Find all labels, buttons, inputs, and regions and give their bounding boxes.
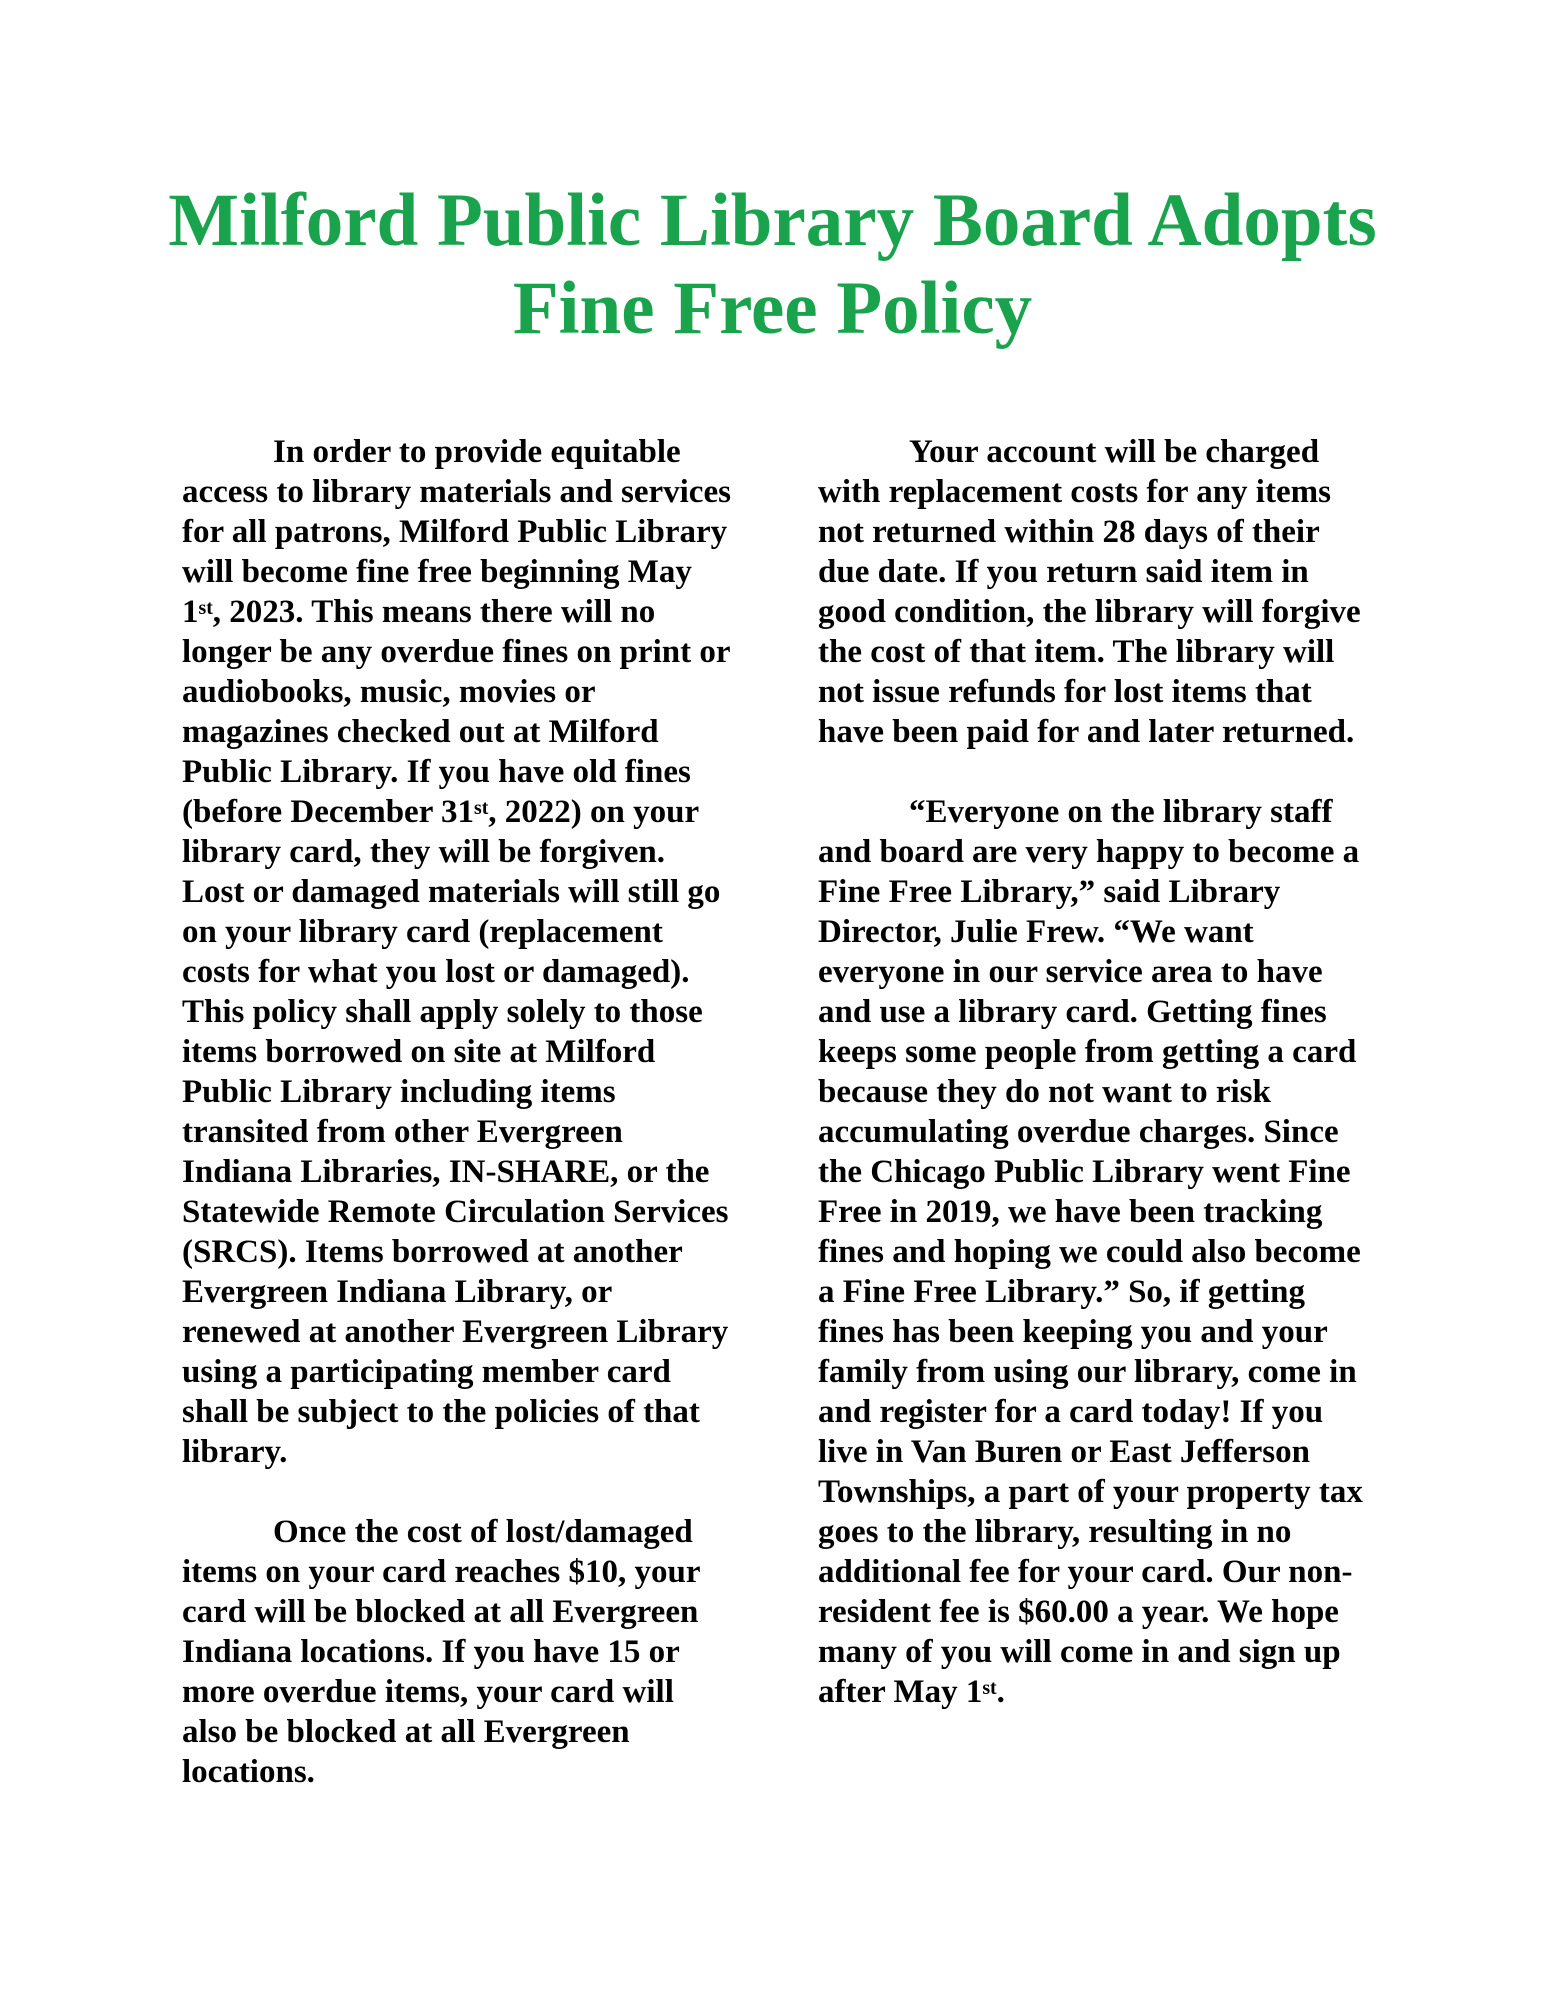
text-run: In order to provide equitable access to library materials and services for all patrons, Milford Public Library will become fine free beginning May 1 — [182, 434, 731, 630]
superscript-ordinal: st — [982, 1676, 997, 1699]
text-run: Once the cost of lost/damaged items on your card reaches $10, your card will be blocked at all Evergreen Indiana locations. If you have 15 or more overdue items, your card will also be blocked at all Evergreen locations. — [182, 1514, 700, 1790]
text-run: . — [996, 1674, 1005, 1710]
text-run: “Everyone on the library staff and board are very happy to become a Fine Free Library,” said Library Director, Julie Frew. “We want everyone in our service area to have and use a library card. Getting fines keeps some people from getting a card because they do not want to risk accumulating overdue charges. Since the Chicago Public Library went Fine Free in 2019, we have been tracking fines and hoping we could also become a Fine Free Library.” So, if getting fines has been keeping you and your family from using our library, come in and register for a card today! If you live in Van Buren or East Jefferson Townships, a part of your property tax goes to the library, resulting in no additional fee for your card. Our non-resident fee is $60.00 a year. We hope many of you will come in and sign up after May 1 — [818, 794, 1363, 1710]
text-run: Your account will be charged with replacement costs for any items not returned within 28 days of their due date. If you return said item in good condition, the library will forgive the cost of that item. The library will not issue refunds for lost items that have been paid for and later returned. — [818, 434, 1361, 750]
superscript-ordinal: st — [198, 596, 213, 619]
right-column — [818, 432, 1368, 1752]
two-column-body — [182, 432, 1368, 1832]
title-line-1: Milford Public Library Board Adopts — [168, 179, 1377, 262]
paragraph — [818, 792, 1368, 1712]
text-run: , 2022) on your library card, they will be forgiven. Lost or damaged materials will still go on your library card (replacement costs for what you lost or damaged). This policy shall apply solely to those items borrowed on site at Milford Public Library including items transited from other Evergreen Indiana Libraries, IN-SHARE, or the Statewide Remote Circulation Services (SRCS). Items borrowed at another Evergreen Indiana Library, or renewed at another Evergreen Library using a participating member card shall be subject to the policies of that library. — [182, 794, 729, 1470]
text-run: , 2023. This means there will no longer be any overdue fines on print or audiobooks, music, movies or magazines checked out at Milford Public Library. If you have old fines (before December 31 — [182, 594, 730, 830]
paragraph — [818, 432, 1368, 752]
title-line-2: Fine Free Policy — [512, 267, 1033, 350]
left-column — [182, 432, 732, 1832]
page-title — [0, 177, 1545, 353]
paragraph — [182, 1512, 732, 1792]
paragraph — [182, 432, 732, 1472]
superscript-ordinal: st — [474, 796, 489, 819]
